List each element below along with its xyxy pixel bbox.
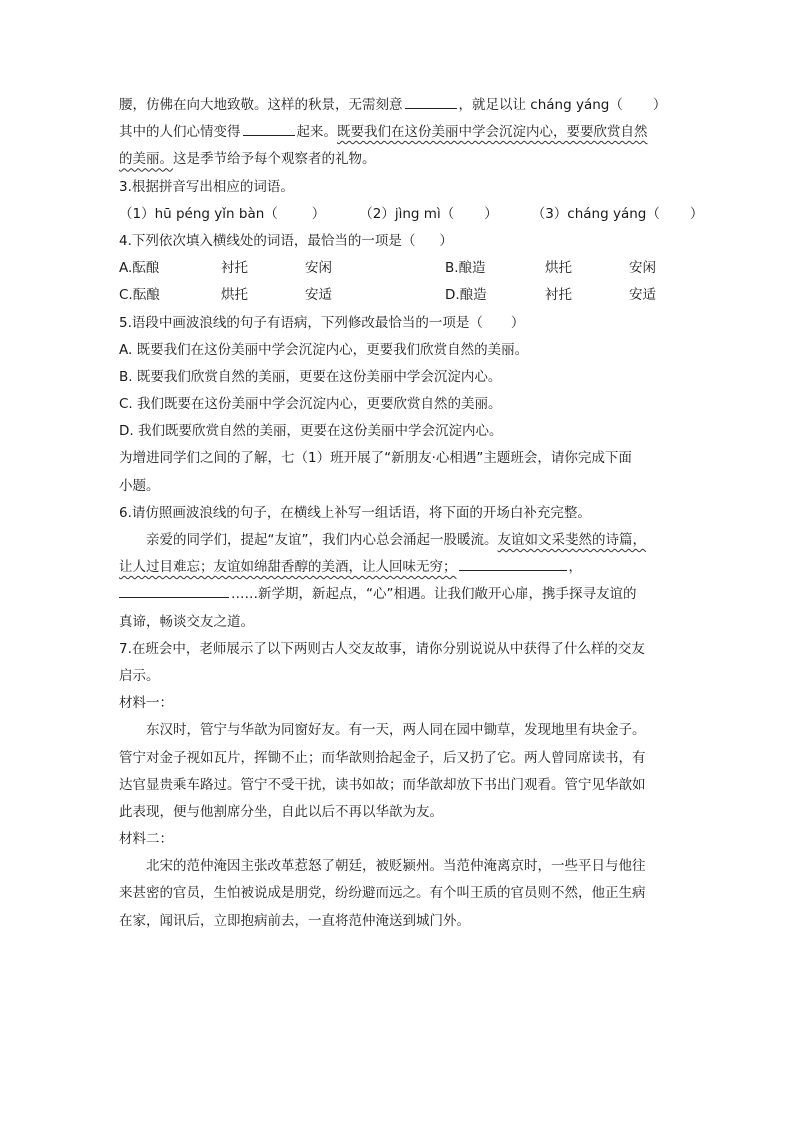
option-d[interactable]: D. 我们既要欣赏自然的美丽，更要在这份美丽中学会沉淀内心。 <box>119 423 503 440</box>
question-text: 4.下列依次填入横线处的词语，最恰当的一项是（ <box>119 232 416 249</box>
option-b[interactable]: B. 既要我们欣赏自然的美丽，更要在这份美丽中学会沉淀内心。 <box>119 368 502 385</box>
question-7-title: 7.在班会中，老师展示了以下两则古人交友故事，请你分别说说从中获得了什么样的交友 <box>119 640 645 657</box>
option-row <box>119 282 679 309</box>
material-line: 来甚密的官员，生怕被说成是朋党，纷纷避而远之。有个叫王质的官员则不然，他正生病 <box>119 885 646 902</box>
passage-text: 其中的人们心情变得 <box>119 124 241 141</box>
wavy-sentence: 的美丽。 <box>119 151 173 168</box>
option-a-word: 衬托 <box>221 260 248 277</box>
question-3-title: 3.根据拼音写出相应的词语。 <box>119 178 294 195</box>
passage-line <box>119 527 679 554</box>
document-page <box>119 92 704 935</box>
question-7-title: 启示。 <box>119 667 160 684</box>
passage-line <box>119 581 679 608</box>
passage-line <box>119 92 679 119</box>
material-line: 北宋的范仲淹因主张改革惹怒了朝廷，被贬颍州。当范仲淹离京时，一些平日与他往 <box>146 858 646 875</box>
fill-blank[interactable] <box>243 120 295 136</box>
paren-close: ） <box>510 314 525 331</box>
question-3-items <box>119 201 704 228</box>
passage-text: 亲爱的同学们，提起“友谊”，我们内心总会涌起一股暖流。 <box>146 532 498 548</box>
passage-text: ……新学期，新起点，“心”相遇。让我们敞开心扉，携手探寻友谊的 <box>231 586 637 603</box>
passage-text: ） <box>652 97 667 113</box>
question-6-title: 6.请仿照画波浪线的句子，在横线上补写一组话语，将下面的开场白补充完整。 <box>119 504 591 521</box>
passage-text: ，就足以让 cháng yáng（ <box>458 97 623 113</box>
material-line: 东汉时，管宁与华歆为同窗好友。有一天，两人同在园中锄草，发现地里有块金子。 <box>146 722 646 739</box>
wavy-sentence: 让人过目难忘；友谊如绵甜香醇的美酒，让人回味无穷； <box>119 559 457 576</box>
option-a-label[interactable]: A.酝酿 <box>119 260 160 277</box>
material-1-label: 材料一： <box>119 695 173 712</box>
paren-close: ） <box>311 205 326 222</box>
question-text: 5.语段中画波浪线的句子有语病，下列修改最恰当的一项是（ <box>119 314 483 331</box>
fill-blank[interactable] <box>119 582 229 598</box>
wavy-sentence: 友谊如文采斐然的诗篇， <box>497 532 646 548</box>
option-b-word: 安闲 <box>629 260 656 277</box>
material-line: 达官显贵乘车路过。管宁不受干扰，读书如故；而华歆却放下书出门观看。管宁见华歆如 <box>119 776 646 793</box>
paren-close: ） <box>439 232 453 249</box>
passage-line <box>119 146 679 173</box>
option-a-word: 安闲 <box>305 260 332 277</box>
material-line: 在家，闻讯后，立即抱病前去，一直将范仲淹送到城门外。 <box>119 912 470 929</box>
context-line: 小题。 <box>119 477 160 494</box>
material-line: 管宁对金子视如瓦片，挥锄不止；而华歆则拾起金子，后又扔了它。两人曾同席读书，有 <box>119 749 646 766</box>
passage-text: 起来。 <box>296 124 337 141</box>
passage-line <box>119 554 679 581</box>
wavy-sentence: 既要我们在这份美丽中学会沉淀内心，要要欣赏自然 <box>337 124 648 141</box>
pinyin-item-3: （3）cháng yáng（ <box>531 205 660 222</box>
passage-line <box>119 119 679 146</box>
option-row <box>119 255 679 282</box>
pinyin-item-2: （2）jìng mì（ <box>359 205 455 222</box>
option-c-word: 安适 <box>305 287 332 304</box>
pinyin-item-1: （1）hū péng yǐn bàn（ <box>119 205 278 222</box>
option-d-label[interactable]: D.酿造 <box>445 287 487 304</box>
material-2-label: 材料二： <box>119 831 173 848</box>
option-b-label[interactable]: B.酿造 <box>445 260 486 277</box>
fill-blank[interactable] <box>405 93 457 109</box>
option-d-word: 安适 <box>629 287 656 304</box>
option-a[interactable]: A. 既要我们在这份美丽中学会沉淀内心，更要我们欣赏自然的美丽。 <box>119 341 529 358</box>
question-4-title <box>119 228 679 255</box>
material-line: 此表现，便与他割席分坐，自此以后不再以华歆为友。 <box>119 803 443 820</box>
question-5-title <box>119 310 679 337</box>
passage-line: 真谛，畅谈交友之道。 <box>119 613 254 630</box>
passage-text: ， <box>568 559 582 576</box>
paren-close: ） <box>484 205 498 222</box>
passage-text: 腰，仿佛在向大地致敬。这样的秋景，无需刻意 <box>119 97 403 113</box>
option-c[interactable]: C. 我们既要在这份美丽中学会沉淀内心，更要欣赏自然的美丽。 <box>119 396 502 413</box>
option-c-word: 烘托 <box>221 287 248 304</box>
option-d-word: 衬托 <box>545 287 572 304</box>
paren-close: ） <box>689 205 704 222</box>
context-line: 为增进同学们之间的了解，七（1）班开展了“新朋友·心相遇”主题班会，请你完成下面 <box>119 450 632 467</box>
passage-text: 这是季节给予每个观察者的礼物。 <box>173 151 376 168</box>
option-b-word: 烘托 <box>545 260 572 277</box>
option-c-label[interactable]: C.酝酿 <box>119 287 160 304</box>
fill-blank[interactable] <box>459 555 567 571</box>
